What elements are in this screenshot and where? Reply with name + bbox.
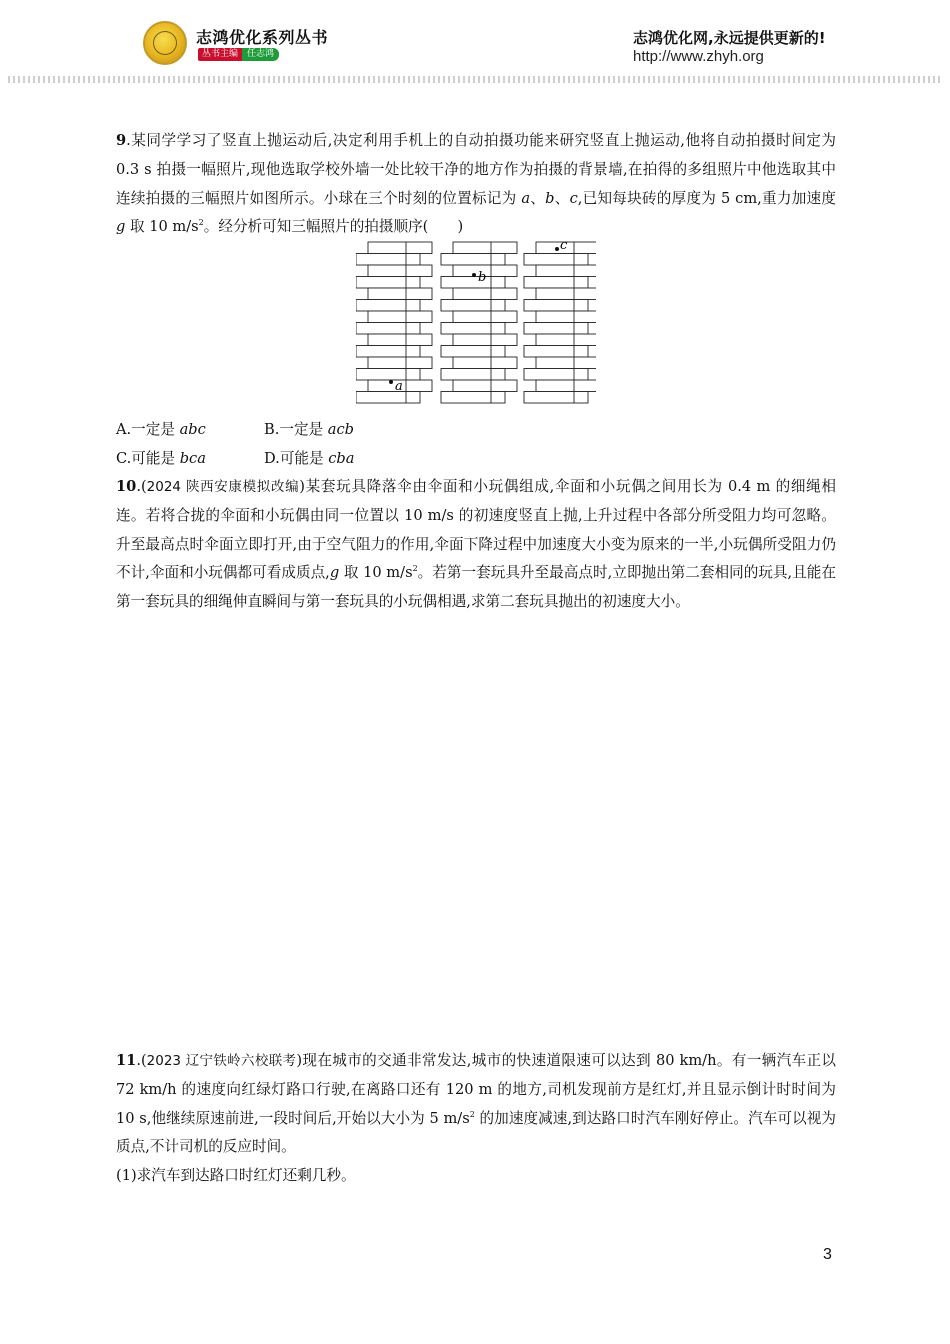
- brick-course: [524, 277, 588, 289]
- brick-course: [536, 265, 596, 277]
- brick-course: [453, 311, 517, 323]
- brick-course: [524, 346, 588, 358]
- ball-c-dot: [555, 247, 559, 251]
- brick-course: [441, 323, 505, 335]
- brick-course: [441, 254, 505, 266]
- question-source: 2024 陕西安康模拟改编: [146, 479, 300, 495]
- brick-course: [441, 300, 505, 312]
- label-a: a: [395, 379, 403, 394]
- brick-course: [441, 392, 505, 404]
- brick-course: [524, 254, 588, 266]
- series-title: 志鸿优化系列丛书: [196, 28, 329, 47]
- brick-course: [524, 392, 588, 404]
- brick-course: [453, 334, 517, 346]
- brick-course: [441, 369, 505, 381]
- sub-question-1: (1)求汽车到达路口时红灯还剩几秒。: [116, 1167, 356, 1185]
- option-c[interactable]: C.可能是 bca: [116, 450, 206, 467]
- brick-course: [356, 254, 420, 266]
- question-11: 11.(2023 辽宁铁岭六校联考)现在城市的交通非常发达,城市的快速道限速可以达到 80 km/h。有一辆汽车正以 72 km/h 的速度向红绿灯路口行驶,在离路口还有 120 m 的地方,司机发现前方是红灯,并且显示倒计时时间为 10 s,他继续原速前进,一段时间后,开始以大小为 5 $m/s^2$ 的加速度减速,到达路口时汽车刚好停止。汽车可以视为质点,不计司机的反应时间。 (1)求汽车到达路口时红灯还剩几秒。: [116, 1052, 836, 1185]
- brick-course: [368, 265, 432, 277]
- brick-course: [453, 288, 517, 300]
- site-url[interactable]: http://www.zhyh.org: [633, 48, 764, 65]
- question-source: 2023 辽宁铁岭六校联考: [146, 1053, 297, 1069]
- brick-course: [524, 369, 588, 381]
- editor-tag: [198, 48, 279, 61]
- header-divider: [8, 76, 942, 83]
- brick-course: [356, 346, 420, 358]
- option-d[interactable]: D.可能是 cba: [264, 450, 355, 467]
- brick-walls: [356, 242, 596, 403]
- ball-a-dot: [389, 380, 393, 384]
- brick-course: [368, 288, 432, 300]
- label-c: c: [560, 238, 568, 253]
- brick-course: [441, 277, 505, 289]
- brick-course: [524, 300, 588, 312]
- page-header: [0, 0, 950, 90]
- ball-b-dot: [472, 273, 476, 277]
- brick-course: [536, 334, 596, 346]
- brick-course: [453, 380, 517, 392]
- brick-course: [356, 323, 420, 335]
- brick-course: [453, 242, 517, 254]
- brick-course: [536, 357, 596, 369]
- brick-course: [524, 323, 588, 335]
- brick-course: [356, 369, 420, 381]
- brick-course: [536, 380, 596, 392]
- brick-course: [368, 334, 432, 346]
- site-slogan: 志鸿优化网,永远提供更新的!: [633, 29, 826, 47]
- brick-course: [356, 277, 420, 289]
- question-number: 9: [116, 132, 127, 149]
- brick-course: [356, 300, 420, 312]
- brick-wall-figure: [356, 238, 596, 404]
- page-number: 3: [823, 1246, 832, 1263]
- option-a[interactable]: A.一定是 abc: [116, 421, 206, 438]
- brick-course: [536, 311, 596, 323]
- brick-course: [368, 311, 432, 323]
- brick-course: [536, 288, 596, 300]
- editor-name: 任志鸿: [242, 48, 279, 61]
- label-b: b: [478, 270, 487, 285]
- brick-course: [453, 357, 517, 369]
- question-10: 10.(2024 陕西安康模拟改编)某套玩具降落伞由伞面和小玩偶组成,伞面和小玩偶之间用长为 0.4 m 的细绳相连。若将合拢的伞面和小玩偶由同一位置以 10 m/s 的初速度竖直上抛,上升过程中各部分所受阻力均可忽略。升至最高点时伞面立即打开,由于空气阻力的作用,伞面下降过程中加速度大小变为原来的一半,小玩偶所受阻力仍不计,伞面和小玩偶都可看成质点,g 取 10 $m/s^2$。若第一套玩具升至最高点时,立即抛出第二套相同的玩具,且能在第一套玩具的细绳伸直瞬间与第一套玩具的小玩偶相遇,求第二套玩具抛出的初速度大小。: [116, 478, 837, 611]
- brick-course: [368, 357, 432, 369]
- question-9: 9.某同学学习了竖直上抛运动后,决定利用手机上的自动拍摄功能来研究竖直上抛运动,他将自动拍摄时间定为 0.3 s 拍摄一幅照片,现他选取学校外墙一处比较干净的地方作为拍摄的背景墙,在拍得的多组照片中他选取其中连续拍摄的三幅照片如图所示。小球在三个时刻的位置标记为 a、b、c,已知每块砖的厚度为 5 cm,重力加速度 g 取 10 $m/s^2$。经分析可知三幅照片的拍摄顺序( ): [116, 132, 836, 236]
- brick-course: [441, 346, 505, 358]
- logo-emblem-icon: [153, 31, 177, 55]
- question-number: 10: [116, 478, 137, 495]
- editor-label: 丛书主编: [198, 48, 242, 61]
- question-number: 11: [116, 1052, 137, 1069]
- publisher-logo-icon: [143, 21, 187, 65]
- option-b[interactable]: B.一定是 acb: [264, 421, 355, 438]
- brick-course: [356, 392, 420, 404]
- brick-course: [368, 242, 432, 254]
